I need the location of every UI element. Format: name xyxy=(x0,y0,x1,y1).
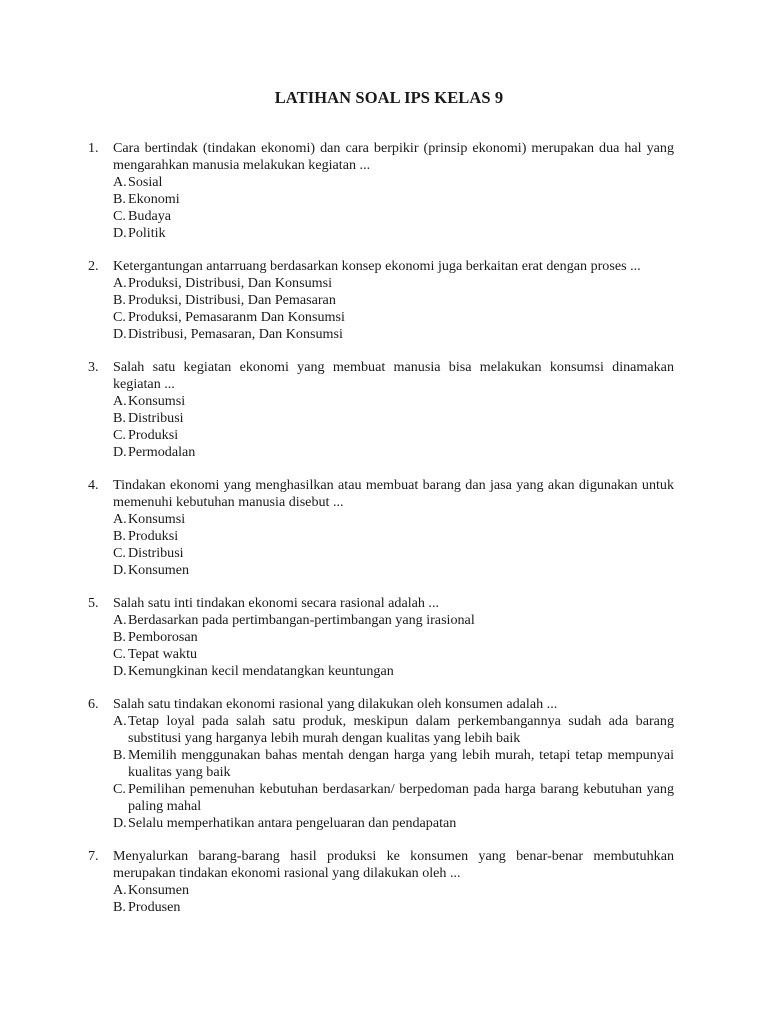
option-item xyxy=(113,191,674,208)
option-text: Permodalan xyxy=(128,444,196,460)
option-item xyxy=(113,174,674,191)
option-item xyxy=(113,747,674,781)
option-letter: B. xyxy=(113,410,126,426)
option-item xyxy=(113,646,674,663)
option-item xyxy=(113,511,674,528)
option-text: Produksi xyxy=(128,528,179,544)
option-text: Politik xyxy=(128,225,166,241)
option-item xyxy=(113,292,674,309)
option-text: Konsumsi xyxy=(128,511,186,527)
option-item xyxy=(113,410,674,427)
question-item xyxy=(88,359,674,461)
question-number: 7. xyxy=(88,848,99,864)
question-item xyxy=(88,477,674,579)
option-item xyxy=(113,393,674,410)
question-number: 4. xyxy=(88,477,99,493)
option-item xyxy=(113,713,674,747)
option-item xyxy=(113,326,674,343)
option-letter: C. xyxy=(113,545,126,561)
option-letter: C. xyxy=(113,208,126,224)
option-text: Budaya xyxy=(128,208,172,224)
option-text: Distribusi xyxy=(128,410,184,426)
question-number: 6. xyxy=(88,696,99,712)
option-letter: B. xyxy=(113,747,126,763)
option-item xyxy=(113,562,674,579)
option-letter: D. xyxy=(113,444,127,460)
question-text: Ketergantungan antarruang berdasarkan konsep ekonomi juga berkaitan erat dengan proses ... xyxy=(113,258,641,274)
option-text: Tetap loyal pada salah satu produk, meskipun dalam perkembangannya sudah ada barang substitusi yang harganya lebih murah dengan kualitas yang lebih baik xyxy=(128,713,674,746)
question-item xyxy=(88,258,674,343)
option-letter: D. xyxy=(113,663,127,679)
option-letter: A. xyxy=(113,612,127,628)
option-item xyxy=(113,309,674,326)
option-letter: C. xyxy=(113,781,126,797)
option-text: Sosial xyxy=(128,174,163,190)
question-number: 5. xyxy=(88,595,99,611)
option-list xyxy=(113,275,674,343)
option-item xyxy=(113,275,674,292)
option-text: Produksi xyxy=(128,427,179,443)
option-item xyxy=(113,528,674,545)
option-letter: B. xyxy=(113,899,126,915)
question-text: Menyalurkan barang-barang hasil produksi ke konsumen yang benar-benar membutuhkan merupakan tindakan ekonomi rasional yang dilakukan oleh ... xyxy=(113,848,674,881)
option-list xyxy=(113,511,674,579)
option-letter: A. xyxy=(113,713,127,729)
option-text: Berdasarkan pada pertimbangan-pertimbangan yang irasional xyxy=(128,612,475,628)
option-item xyxy=(113,444,674,461)
option-letter: D. xyxy=(113,815,127,831)
question-number: 3. xyxy=(88,359,99,375)
option-list xyxy=(113,174,674,242)
option-item xyxy=(113,612,674,629)
question-item xyxy=(88,696,674,832)
option-letter: A. xyxy=(113,882,127,898)
option-letter: C. xyxy=(113,646,126,662)
question-number: 1. xyxy=(88,140,99,156)
option-text: Produksi, Pemasaranm Dan Konsumsi xyxy=(128,309,345,325)
question-item xyxy=(88,595,674,680)
option-text: Ekonomi xyxy=(128,191,180,207)
option-letter: C. xyxy=(113,309,126,325)
option-item xyxy=(113,663,674,680)
option-item xyxy=(113,899,674,916)
option-item xyxy=(113,781,674,815)
option-letter: B. xyxy=(113,528,126,544)
option-text: Distribusi xyxy=(128,545,184,561)
option-text: Produsen xyxy=(128,899,181,915)
option-text: Selalu memperhatikan antara pengeluaran dan pendapatan xyxy=(128,815,457,831)
option-item xyxy=(113,629,674,646)
option-text: Konsumen xyxy=(128,882,190,898)
option-text: Konsumsi xyxy=(128,393,186,409)
question-list xyxy=(88,140,674,932)
option-letter: A. xyxy=(113,174,127,190)
option-item xyxy=(113,545,674,562)
option-item xyxy=(113,882,674,899)
option-list xyxy=(113,612,674,680)
option-text: Kemungkinan kecil mendatangkan keuntungan xyxy=(128,663,394,679)
option-text: Pemilihan pemenuhan kebutuhan berdasarkan/ berpedoman pada harga barang kebutuhan yang paling mahal xyxy=(128,781,674,814)
question-item xyxy=(88,848,674,916)
question-text: Salah satu inti tindakan ekonomi secara rasional adalah ... xyxy=(113,595,440,611)
option-item xyxy=(113,427,674,444)
option-letter: A. xyxy=(113,393,127,409)
option-text: Distribusi, Pemasaran, Dan Konsumsi xyxy=(128,326,343,342)
option-letter: A. xyxy=(113,511,127,527)
option-letter: B. xyxy=(113,629,126,645)
question-text: Cara bertindak (tindakan ekonomi) dan cara berpikir (prinsip ekonomi) merupakan dua hal yang mengarahkan manusia melakukan kegiatan ... xyxy=(113,140,674,173)
option-text: Konsumen xyxy=(128,562,190,578)
option-text: Produksi, Distribusi, Dan Konsumsi xyxy=(128,275,332,291)
option-letter: B. xyxy=(113,191,126,207)
option-item xyxy=(113,225,674,242)
option-letter: D. xyxy=(113,225,127,241)
option-letter: A. xyxy=(113,275,127,291)
option-list xyxy=(113,713,674,832)
question-text: Tindakan ekonomi yang menghasilkan atau membuat barang dan jasa yang akan digunakan untuk memenuhi kebutuhan manusia disebut ... xyxy=(113,477,674,510)
option-item xyxy=(113,815,674,832)
option-letter: B. xyxy=(113,292,126,308)
option-letter: D. xyxy=(113,326,127,342)
option-letter: D. xyxy=(113,562,127,578)
option-text: Produksi, Distribusi, Dan Pemasaran xyxy=(128,292,336,308)
question-number: 2. xyxy=(88,258,99,274)
question-text: Salah satu kegiatan ekonomi yang membuat manusia bisa melakukan konsumsi dinamakan kegiatan ... xyxy=(113,359,674,392)
page-title: LATIHAN SOAL IPS KELAS 9 xyxy=(274,88,504,107)
option-text: Tepat waktu xyxy=(128,646,198,662)
option-list xyxy=(113,882,674,916)
option-letter: C. xyxy=(113,427,126,443)
option-list xyxy=(113,393,674,461)
option-text: Memilih menggunakan bahas mentah dengan harga yang lebih murah, tetapi tetap mempunyai kualitas yang baik xyxy=(128,747,674,780)
question-item xyxy=(88,140,674,242)
question-text: Salah satu tindakan ekonomi rasional yang dilakukan oleh konsumen adalah ... xyxy=(113,696,558,712)
option-text: Pemborosan xyxy=(128,629,198,645)
option-item xyxy=(113,208,674,225)
